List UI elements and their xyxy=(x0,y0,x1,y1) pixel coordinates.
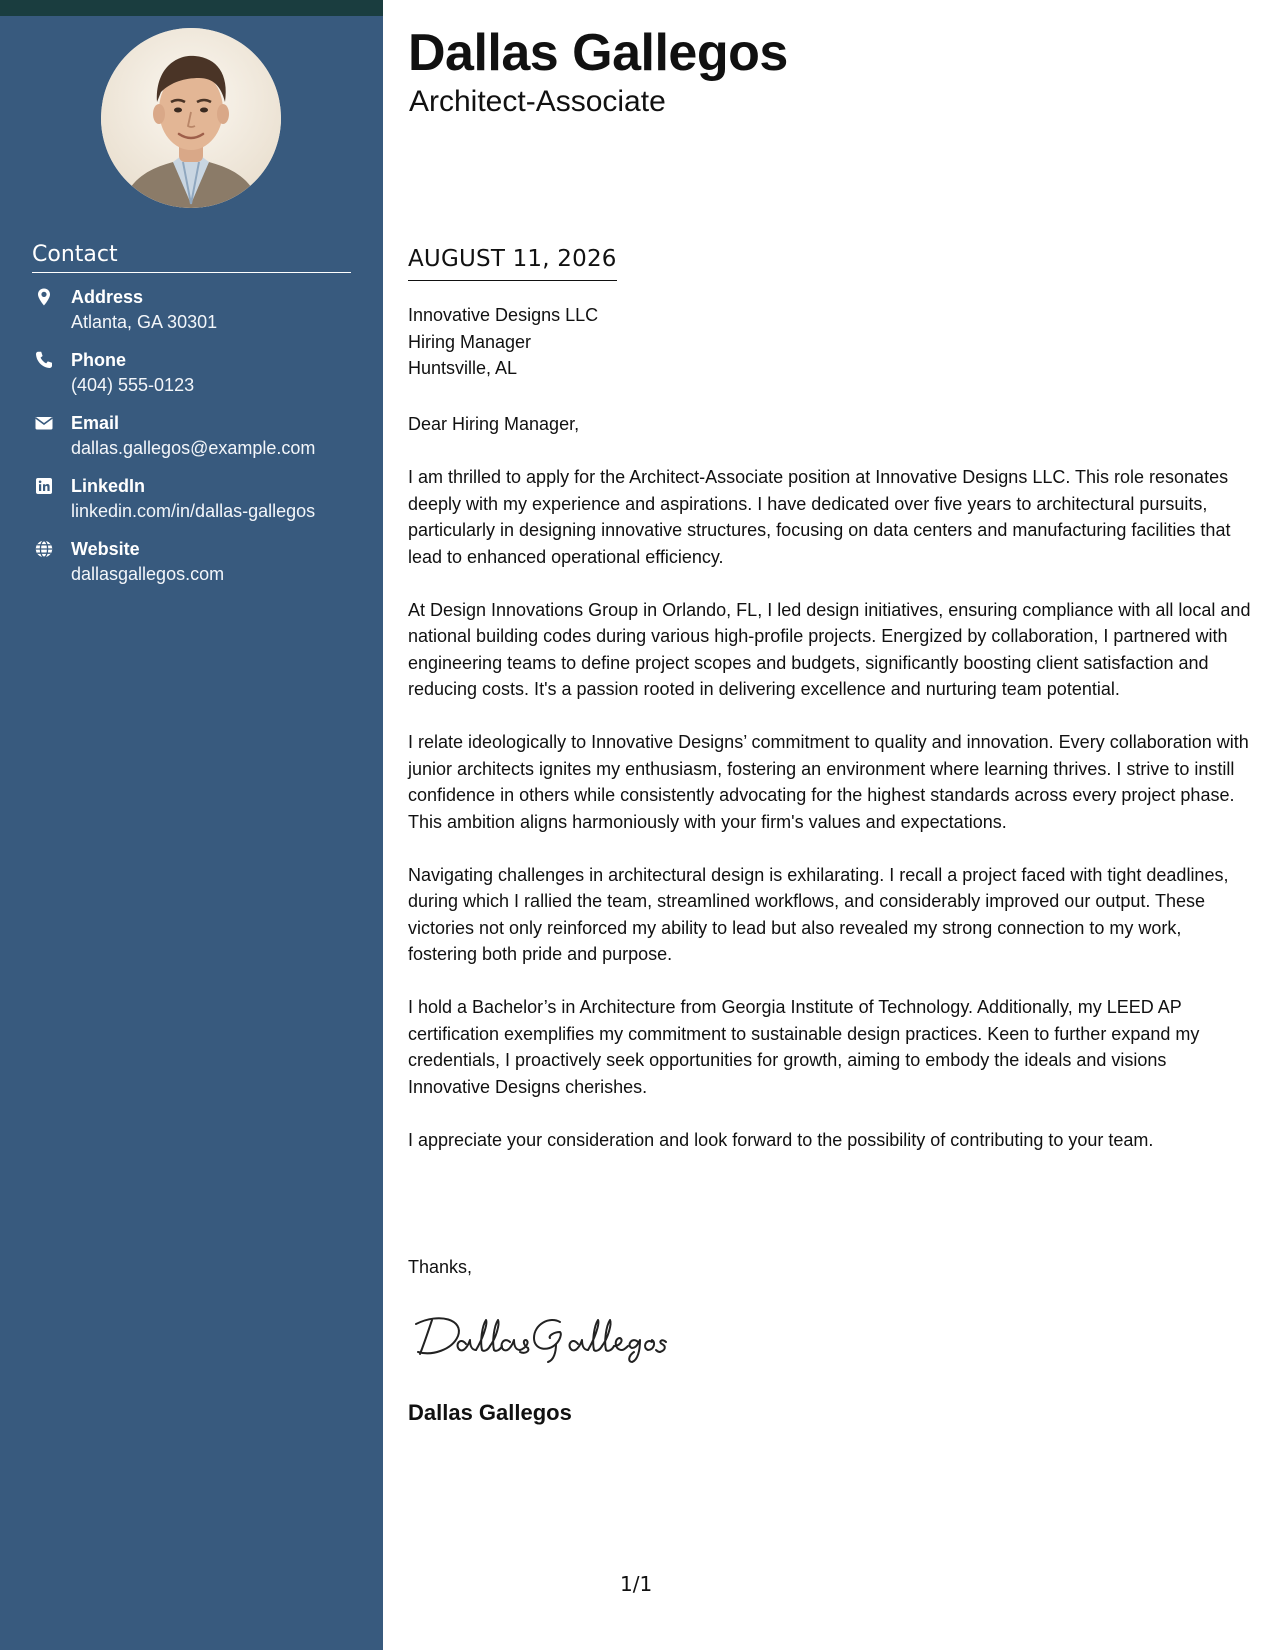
page-number: 1/1 xyxy=(620,1572,653,1596)
applicant-name: Dallas Gallegos xyxy=(408,24,788,82)
sidebar xyxy=(0,0,383,1650)
body-paragraph: At Design Innovations Group in Orlando, FL, I led design initiatives, ensuring compliance with all local and national building codes during various high-profile projects. Energized by collaboration, I partnered with engineering teams to define project scopes and budgets, significantly boosting client satisfaction and reducing costs. It's a passion rooted in delivering excellence and nurturing team potential. xyxy=(408,599,1251,699)
closing: Thanks, xyxy=(408,1257,473,1277)
contact-item-address xyxy=(32,285,372,348)
body-paragraph: I relate ideologically to Innovative Designs’ commitment to quality and innovation. Every collaboration with junior architects ignites my enthusiasm, fostering an environment where learning thrives. I strive to instill confidence in others while consistently advocating for the highest standards across every project phase. This ambition aligns harmoniously with your firm's values and expectations. xyxy=(408,732,1249,832)
contact-label-phone: Phone xyxy=(71,350,127,370)
recipient-company: Innovative Designs LLC xyxy=(408,305,599,325)
contact-value-email[interactable]: dallas.gallegos@example.com xyxy=(71,438,316,458)
signature xyxy=(410,1306,670,1366)
globe-icon xyxy=(34,539,54,559)
contact-value-linkedin[interactable]: linkedin.com/in/dallas-gallegos xyxy=(71,501,316,521)
recipient-block xyxy=(408,302,598,382)
body-paragraph: I appreciate your consideration and look forward to the possibility of contributing to your team. xyxy=(408,1129,1154,1150)
letter-date: AUGUST 11, 2026 xyxy=(408,244,617,281)
body-paragraph: I am thrilled to apply for the Architect-Associate position at Innovative Designs LLC. This role resonates deeply with my experience and aspirations. I have dedicated over five years to architectural pursuits, particularly in designing innovative structures, focusing on data centers and manufacturing facilities that lead to enhanced operational efficiency. xyxy=(408,467,1231,567)
phone-icon xyxy=(34,350,54,370)
avatar xyxy=(101,28,281,208)
contact-label-address: Address xyxy=(71,287,144,307)
salutation: Dear Hiring Manager, xyxy=(408,414,580,434)
body-paragraph: I hold a Bachelor’s in Architecture from Georgia Institute of Technology. Additionally, my LEED AP certification exemplifies my commitment to sustainable design practices. Keen to further expand my credentials, I proactively seek opportunities for growth, aiming to embody the ideals and visions Innovative Designs cherishes. xyxy=(408,997,1200,1097)
contact-list xyxy=(32,285,372,600)
signer-name: Dallas Gallegos xyxy=(408,1400,572,1425)
letter-body xyxy=(408,411,1253,1180)
sidebar-top-bar xyxy=(0,0,383,16)
contact-heading: Contact xyxy=(32,240,351,273)
recipient-title: Hiring Manager xyxy=(408,331,532,352)
map-pin-icon xyxy=(34,287,54,307)
job-title: Architect-Associate xyxy=(409,85,666,118)
contact-label-linkedin: LinkedIn xyxy=(71,476,146,496)
contact-item-linkedin xyxy=(32,474,372,537)
recipient-location: Huntsville, AL xyxy=(408,358,518,378)
contact-item-email xyxy=(32,411,372,474)
contact-label-website: Website xyxy=(71,539,140,559)
contact-value-website[interactable]: dallasgallegos.com xyxy=(71,564,225,584)
contact-value-phone: (404) 555-0123 xyxy=(71,375,195,395)
linkedin-icon xyxy=(34,476,54,496)
envelope-icon xyxy=(34,413,54,433)
body-paragraph: Navigating challenges in architectural design is exhilarating. I recall a project faced with tight deadlines, during which I rallied the team, streamlined workflows, and considerably improved our output. These victories not only reinforced my ability to lead but also revealed my strong connection to my work, fostering both pride and purpose. xyxy=(408,864,1229,964)
contact-label-email: Email xyxy=(71,413,120,433)
contact-item-phone xyxy=(32,348,372,411)
contact-value-address: Atlanta, GA 30301 xyxy=(71,312,218,332)
contact-item-website xyxy=(32,537,372,600)
